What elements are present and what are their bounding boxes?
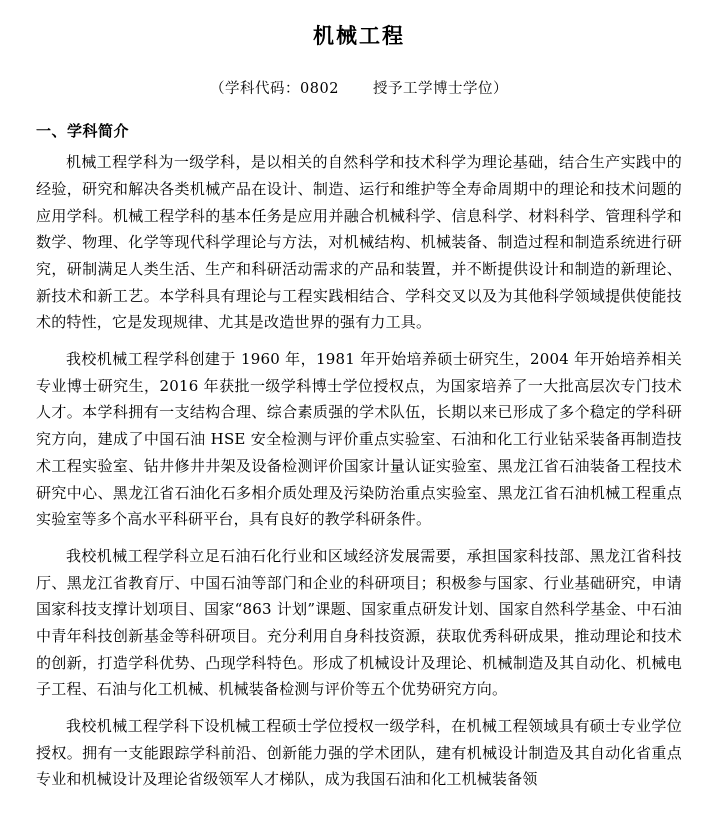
page-title: 机械工程 — [313, 23, 405, 48]
paragraph-2: 我校机械工程学科创建于 1960 年，1981 年开始培养硕士研究生，2004 年开始培养相关专业博士研究生，2016 年获批一级学科博士学位授权点，为国家培养了一大批高层次专门技术人才。本学科拥有一支结构合理、综合素质强的学术队伍，长期以来已形成了多个稳定的学科研究方向，建成了中国石油 HSE 安全检测与评价重点实验室、石油和化工行业钻采装备再制造技术工程实验室、钻井修井井架及设备检测评价国家计量认证实验室、黑龙江省石油装备工程技术研究中心、黑龙江省石油化石多相介质处理及污染防治重点实验室、黑龙江省石油机械工程重点实验室等多个高水平科研平台，具有良好的教学科研条件。 — [36, 350, 682, 529]
paragraph-3: 我校机械工程学科立足石油石化行业和区域经济发展需要，承担国家科技部、黑龙江省科技厅、黑龙江省教育厅、中国石油等部门和企业的科研项目；积极参与国家、行业基础研究，申请国家科技支撑计划项目、国家“863 计划”课题、国家重点研发计划、国家自然科学基金、中石油中青年科技创新基金等科研项目。充分利用自身科技资源，获取优秀科研成果，推动理论和技术的创新，打造学科优势、凸现学科特色。形成了机械设计及理论、机械制造及其自动化、机械电子工程、石油与化工机械、机械装备检测与评价等五个优势研究方向。 — [36, 546, 682, 699]
paragraph-4: 我校机械工程学科下设机械工程硕士学位授权一级学科，在机械工程领域具有硕士专业学位授权。拥有一支能跟踪学科前沿、创新能力强的学术团队，建有机械设计制造及其自动化省重点专业和机械设计及理论省级领军人才梯队，成为我国石油和化工机械装备领 — [36, 717, 682, 789]
degree-granted: 授予工学博士学位） — [372, 81, 508, 98]
section-heading: 一、学科简介 — [36, 122, 130, 141]
discipline-code: （学科代码：0802 — [210, 81, 339, 98]
paragraph-1: 机械工程学科为一级学科，是以相关的自然科学和技术科学为理论基础，结合生产实践中的经验，研究和解决各类机械产品在设计、制造、运行和维护等全寿命周期中的理论和技术问题的应用学科。机械工程学科的基本任务是应用并融合机械科学、信息科学、材料科学、管理科学和数学、物理、化学等现代科学理论与方法，对机械结构、机械装备、制造过程和制造系统进行研究，研制满足人类生活、生产和科研活动需求的产品和装置，并不断提供设计和制造的新理论、新技术和新工艺。本学科具有理论与工程实践相结合、学科交叉以及为其他科学领域提供使能技术的特性，它是发现规律、尤其是改造世界的强有力工具。 — [36, 153, 682, 332]
discipline-code-line — [36, 77, 682, 98]
